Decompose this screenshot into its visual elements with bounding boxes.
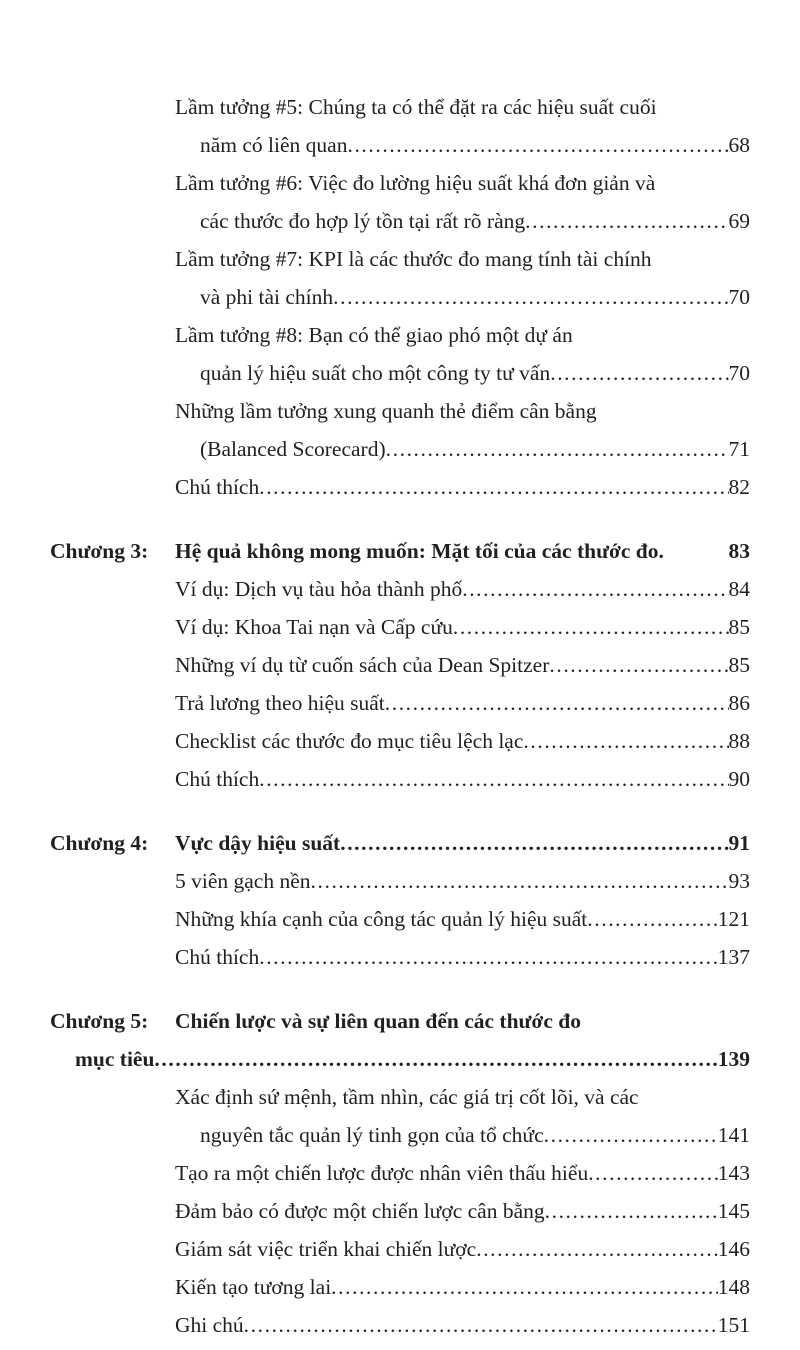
toc-line (50, 1002, 750, 1040)
toc-chapter-number: Chương 3: (50, 539, 149, 563)
toc-chapter-entry[interactable] (50, 532, 750, 570)
toc-dot-leader (311, 862, 729, 900)
toc-line (50, 1040, 750, 1078)
toc-entry[interactable] (50, 1078, 750, 1154)
toc-entry-title: 5 viên gạch nền (175, 869, 311, 893)
toc-entry-title: Ví dụ: Khoa Tai nạn và Cấp cứu (175, 615, 453, 639)
toc-entry[interactable] (50, 1192, 750, 1230)
toc-line (175, 722, 750, 760)
toc-entry[interactable] (50, 392, 750, 468)
toc-line (175, 608, 750, 646)
toc-page-number[interactable]: 83 (728, 539, 750, 563)
toc-line (50, 824, 750, 862)
toc-page-number[interactable]: 85 (728, 615, 750, 639)
toc-entry-title: và phi tài chính (200, 285, 334, 309)
toc-chapter-number: Chương 5: (50, 1009, 149, 1033)
toc-page-number[interactable]: 88 (728, 729, 750, 753)
toc-entry-title: Lầm tưởng #5: Chúng ta có thể đặt ra các hiệu suất cuối (175, 95, 657, 119)
toc-page-number[interactable]: 91 (728, 831, 750, 855)
toc-entry-title: Trả lương theo hiệu suất (175, 691, 385, 715)
toc-line (175, 1192, 750, 1230)
toc-entry[interactable] (50, 862, 750, 900)
toc-entry[interactable] (50, 760, 750, 798)
toc-line (175, 862, 750, 900)
toc-entry[interactable] (50, 1230, 750, 1268)
toc-entry-title: Đảm bảo có được một chiến lược cân bằng (175, 1199, 545, 1223)
toc-page-number[interactable]: 139 (717, 1047, 750, 1071)
toc-entry-title: Checklist các thước đo mục tiêu lệch lạc (175, 729, 524, 753)
toc-entry-title: Những lầm tưởng xung quanh thẻ điểm cân bằng (175, 399, 597, 423)
toc-entry[interactable] (50, 468, 750, 506)
toc-dot-leader (259, 938, 718, 976)
toc-entry-title: Chiến lược và sự liên quan đến các thước đo (175, 1009, 581, 1033)
toc-page-number[interactable]: 151 (717, 1313, 750, 1337)
toc-line (175, 938, 750, 976)
toc-page-number[interactable]: 82 (728, 475, 750, 499)
toc-entry-title: Những ví dụ từ cuốn sách của Dean Spitzer (175, 653, 550, 677)
toc-dot-leader (259, 760, 728, 798)
toc-dot-leader (259, 468, 728, 506)
toc-line (175, 1268, 750, 1306)
toc-entry[interactable] (50, 570, 750, 608)
toc-line (175, 164, 750, 202)
toc-line (50, 532, 750, 570)
toc-entry-title: quản lý hiệu suất cho một công ty tư vấn (200, 361, 551, 385)
toc-dot-leader (333, 278, 728, 316)
toc-entry[interactable] (50, 1154, 750, 1192)
toc-page-number[interactable]: 68 (728, 133, 750, 157)
toc-dot-leader (525, 202, 728, 240)
toc-dot-leader (587, 900, 717, 938)
toc-entry-title: Lầm tưởng #7: KPI là các thước đo mang tính tài chính (175, 247, 652, 271)
toc-chapter-entry[interactable] (50, 1002, 750, 1078)
toc-line (175, 126, 750, 164)
toc-dot-leader (476, 1230, 718, 1268)
toc-chapter-entry[interactable] (50, 824, 750, 862)
toc-entry-title: Lầm tưởng #6: Việc đo lường hiệu suất khá đơn giản và (175, 171, 656, 195)
toc-dot-leader (340, 824, 728, 862)
toc-line (175, 684, 750, 722)
toc-entry-title: các thước đo hợp lý tồn tại rất rõ ràng (200, 209, 526, 233)
toc-dot-leader (544, 1116, 718, 1154)
toc-entry[interactable] (50, 608, 750, 646)
toc-entry[interactable] (50, 240, 750, 316)
toc-line (175, 1078, 750, 1116)
toc-line (175, 900, 750, 938)
toc-entry-title: (Balanced Scorecard) (200, 437, 386, 461)
toc-line (175, 1306, 750, 1344)
toc-line (175, 1230, 750, 1268)
toc-entry-title: Vực dậy hiệu suất (175, 831, 341, 855)
toc-line (175, 468, 750, 506)
toc-page-number[interactable]: 143 (717, 1161, 750, 1185)
toc-entry-title: Chú thích (175, 475, 260, 499)
toc-entry-title: Ví dụ: Dịch vụ tàu hỏa thành phố (175, 577, 463, 601)
toc-dot-leader (462, 570, 728, 608)
toc-entry-title: Ghi chú (175, 1313, 244, 1337)
toc-page-number[interactable]: 90 (728, 767, 750, 791)
toc-dot-leader (545, 1192, 718, 1230)
toc-dot-leader (331, 1268, 718, 1306)
toc-page-number[interactable]: 141 (717, 1123, 750, 1147)
toc-page-number[interactable]: 70 (728, 361, 750, 385)
toc-line (175, 392, 750, 430)
toc-page-number[interactable]: 145 (717, 1199, 750, 1223)
toc-chapter-number: Chương 4: (50, 831, 149, 855)
toc-page-number[interactable]: 84 (728, 577, 750, 601)
table-of-contents (50, 88, 750, 1344)
toc-page-number[interactable]: 71 (728, 437, 750, 461)
toc-entry-title: năm có liên quan (200, 133, 348, 157)
toc-line (175, 760, 750, 798)
toc-entry[interactable] (50, 88, 750, 164)
toc-entry[interactable] (50, 164, 750, 240)
toc-entry[interactable] (50, 938, 750, 976)
toc-dot-leader (347, 126, 728, 164)
toc-line (175, 202, 750, 240)
toc-page-number[interactable]: 148 (717, 1275, 750, 1299)
toc-entry-title: Tạo ra một chiến lược được nhân viên thấu hiểu (175, 1161, 589, 1185)
toc-line (175, 88, 750, 126)
toc-line (175, 316, 750, 354)
toc-entry-title: Giám sát việc triển khai chiến lược (175, 1237, 477, 1261)
toc-page-number[interactable]: 93 (728, 869, 750, 893)
toc-dot-leader (523, 722, 728, 760)
toc-entry-title: Xác định sứ mệnh, tầm nhìn, các giá trị cốt lõi, và các (175, 1085, 639, 1109)
toc-entry[interactable] (50, 1306, 750, 1344)
toc-line (175, 240, 750, 278)
toc-line (175, 570, 750, 608)
toc-page-number[interactable]: 121 (717, 907, 750, 931)
toc-page-number[interactable]: 85 (728, 653, 750, 677)
toc-dot-leader (453, 608, 729, 646)
toc-line (175, 430, 750, 468)
toc-dot-leader (385, 684, 729, 722)
toc-dot-leader (549, 646, 728, 684)
toc-page-number[interactable]: 86 (728, 691, 750, 715)
toc-entry[interactable] (50, 646, 750, 684)
toc-dot-leader (154, 1040, 717, 1078)
toc-line (175, 1154, 750, 1192)
toc-entry-title: Chú thích (175, 945, 260, 969)
toc-entry-title: Kiến tạo tương lai (175, 1275, 332, 1299)
toc-entry-title: mục tiêu (75, 1047, 155, 1071)
toc-dot-leader (588, 1154, 718, 1192)
toc-line (175, 354, 750, 392)
toc-page-number[interactable]: 69 (728, 209, 750, 233)
toc-dot-leader (244, 1306, 718, 1344)
toc-page-number[interactable]: 137 (717, 945, 750, 969)
toc-entry-title: Chú thích (175, 767, 260, 791)
toc-entry[interactable] (50, 316, 750, 392)
toc-entry-title: Những khía cạnh của công tác quản lý hiệu suất (175, 907, 588, 931)
toc-entry-title: Lầm tưởng #8: Bạn có thể giao phó một dự án (175, 323, 573, 347)
toc-dot-leader (550, 354, 728, 392)
toc-entry[interactable] (50, 1268, 750, 1306)
toc-entry[interactable] (50, 900, 750, 938)
toc-line (175, 646, 750, 684)
toc-entry-title: Hệ quả không mong muốn: Mặt tối của các thước đo. (175, 539, 664, 563)
toc-line (175, 1116, 750, 1154)
toc-page-number[interactable]: 70 (728, 285, 750, 309)
toc-entry[interactable] (50, 684, 750, 722)
toc-line (175, 278, 750, 316)
toc-dot-leader (386, 430, 729, 468)
toc-entry[interactable] (50, 722, 750, 760)
toc-page-number[interactable]: 146 (717, 1237, 750, 1261)
toc-entry-title: nguyên tắc quản lý tinh gọn của tổ chức (200, 1123, 544, 1147)
